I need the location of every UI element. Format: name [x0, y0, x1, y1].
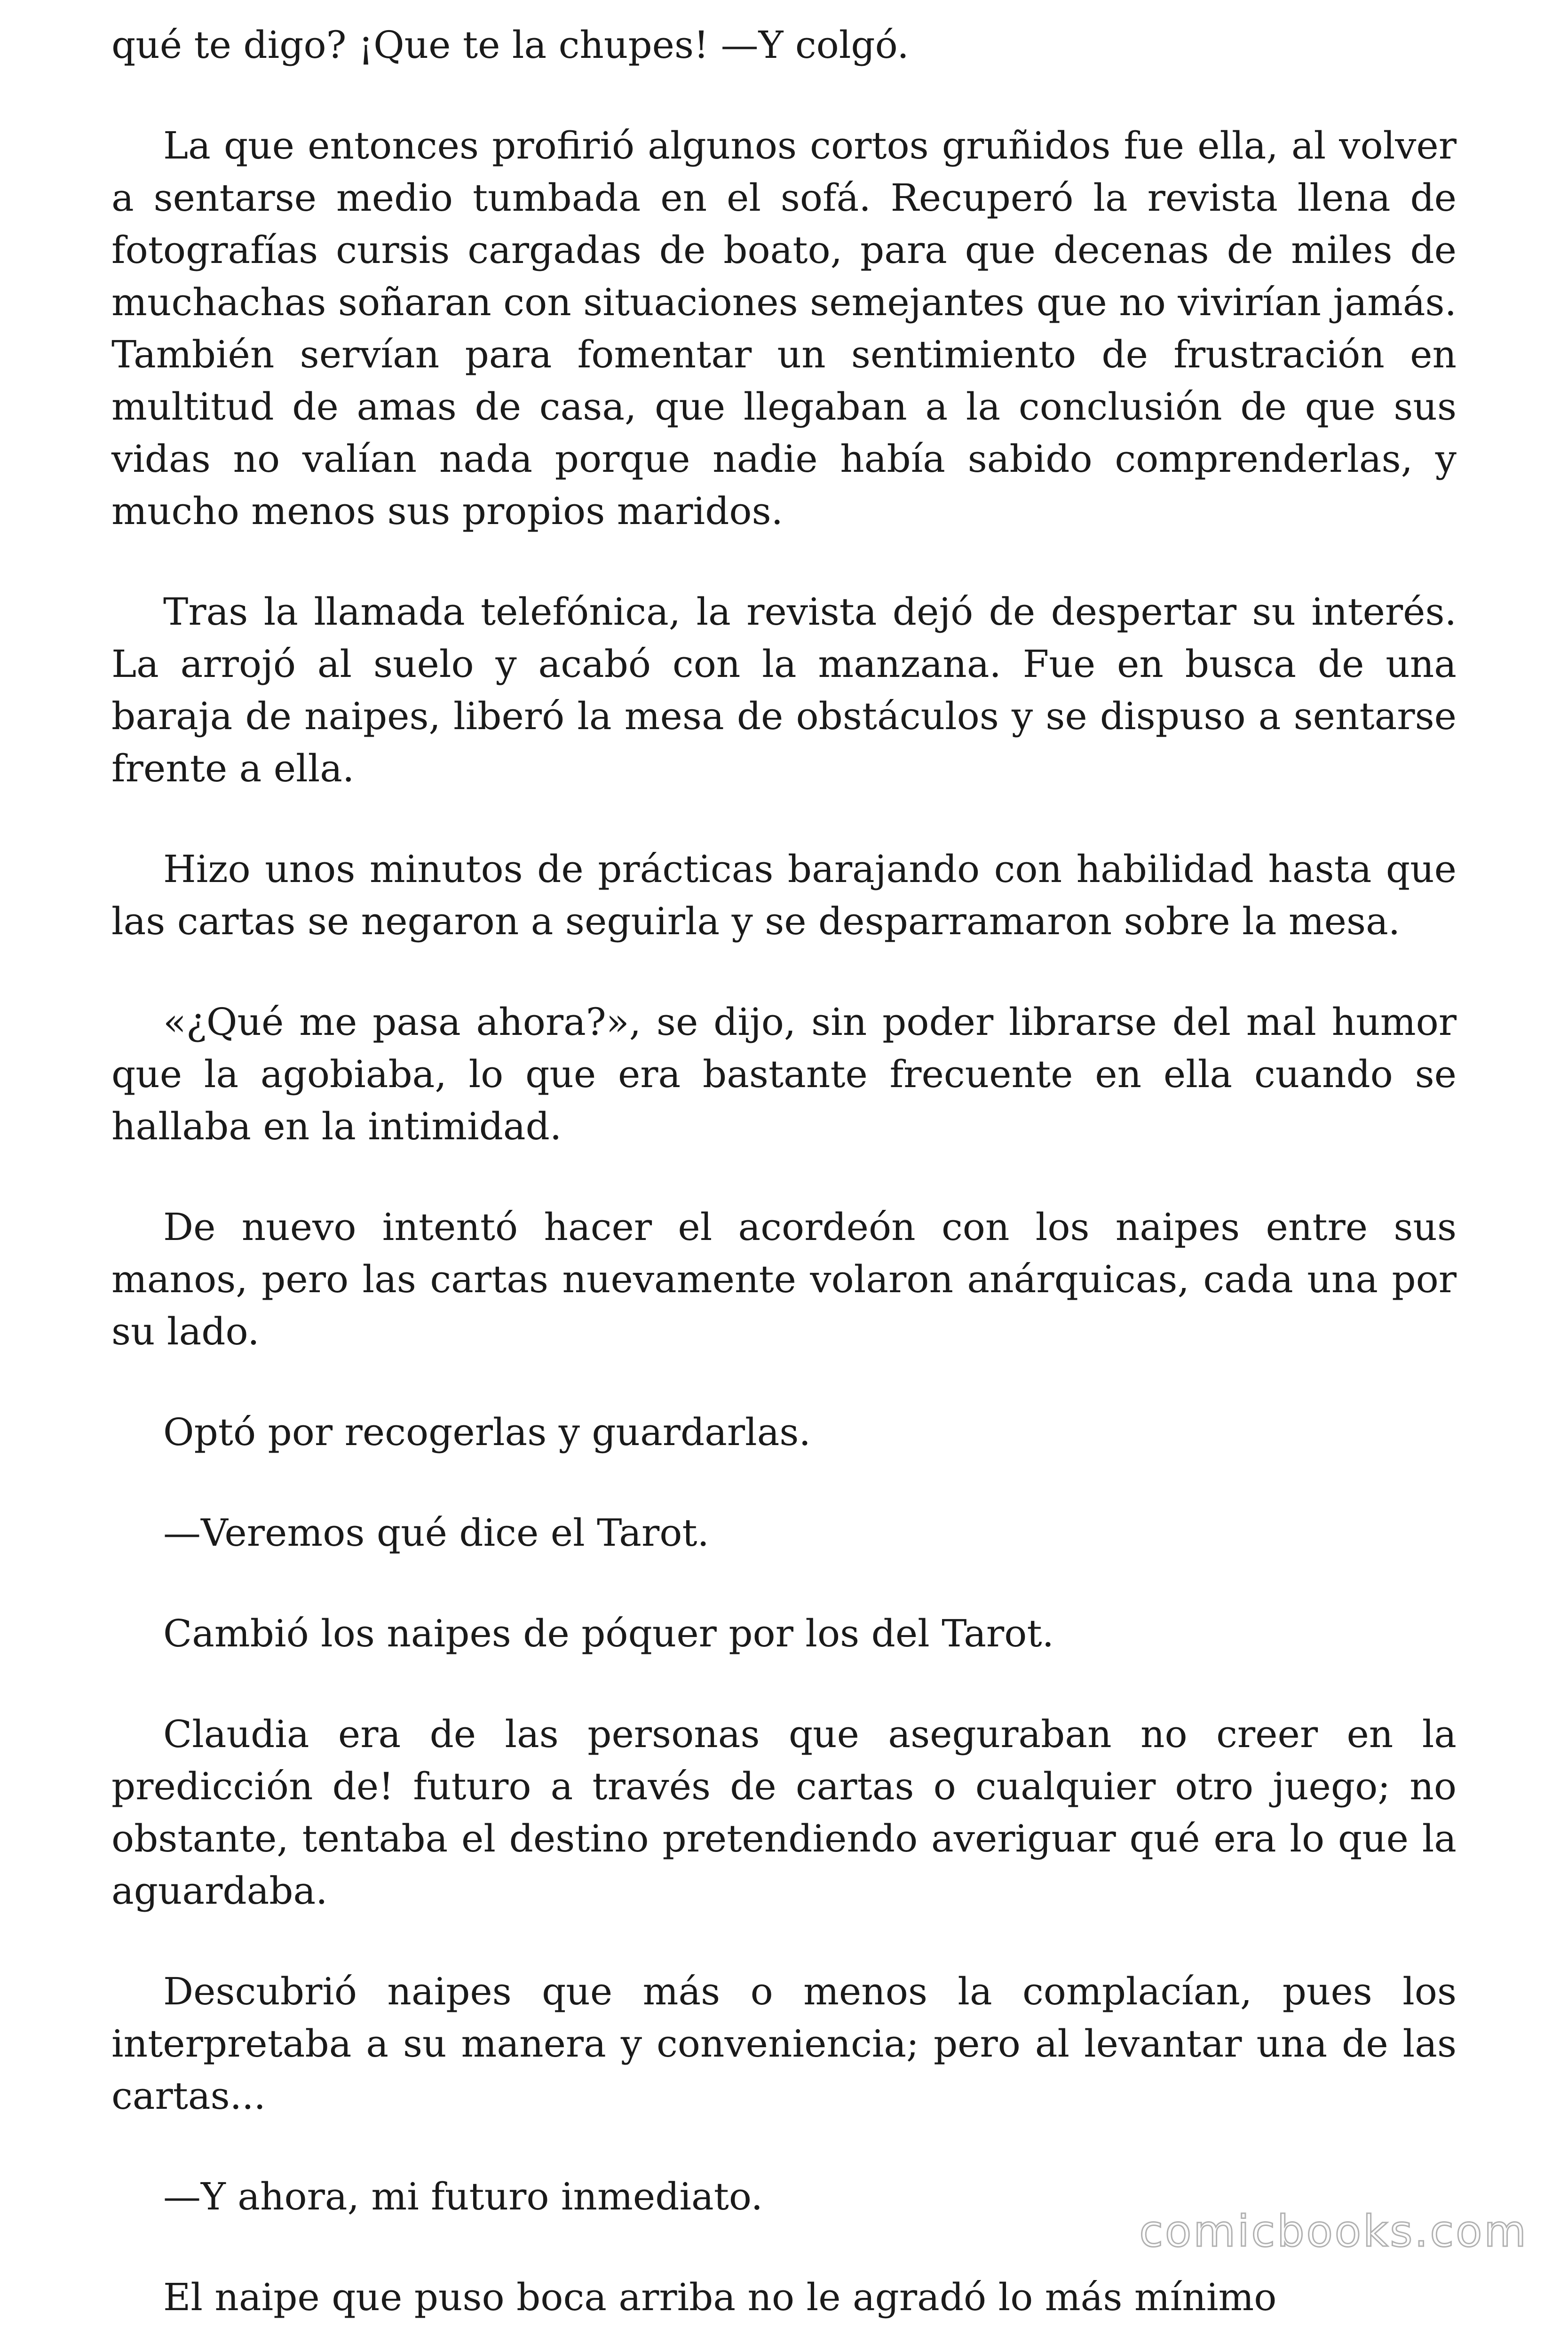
paragraph-6: De nuevo intentó hacer el acordeón con los naipes entre sus manos, pero las cartas nuevamente volaron anárquicas, cada una por su lado. — [111, 1205, 1457, 1353]
paragraph-1: qué te digo? ¡Que te la chupes! —Y colgó. — [111, 23, 909, 67]
paragraph-2: La que entonces profirió algunos cortos gruñidos fue ella, al volver a sentarse medio tumbada en el sofá. Recuperó la revista llena de fotografías cursis cargadas de boato, para que decenas de miles de muchachas soñaran con situaciones semejantes que no vivirían jamás. También servían para fomentar un sentimiento de frustración en multitud de amas de casa, que llegaban a la conclusión de que sus vidas no valían nada porque nadie había sabido comprenderlas, y mucho menos sus propios maridos. — [111, 124, 1457, 533]
paragraph-8: —Veremos qué dice el Tarot. — [163, 1511, 709, 1555]
paragraph-5: «¿Qué me pasa ahora?», se dijo, sin poder librarse del mal humor que la agobiaba, lo que era bastante frecuente en ella cuando se hallaba en la intimidad. — [111, 1000, 1457, 1148]
paragraph-4: Hizo unos minutos de prácticas barajando con habilidad hasta que las cartas se negaron a seguirla y se desparramaron sobre la mesa. — [111, 847, 1457, 943]
paragraph-10: Claudia era de las personas que aseguraban no creer en la predicción de! futuro a través de cartas o cualquier otro juego; no obstante, tentaba el destino pretendiendo averiguar qué era lo que la aguardaba. — [111, 1712, 1457, 1913]
paragraph-9: Cambió los naipes de póquer por los del Tarot. — [163, 1612, 1054, 1655]
paragraph-11: Descubrió naipes que más o menos la complacían, pues los interpretaba a su manera y conveniencia; pero al levantar una de las cartas... — [111, 1970, 1457, 2118]
watermark: comicbooks.com — [1139, 2206, 1528, 2257]
paragraph-7: Optó por recogerlas y guardarlas. — [163, 1410, 811, 1454]
paragraph-12: —Y ahora, mi futuro inmediato. — [163, 2175, 763, 2218]
book-page — [111, 19, 1457, 2352]
paragraph-3: Tras la llamada telefónica, la revista dejó de despertar su interés. La arrojó al suelo y acabó con la manzana. Fue en busca de una baraja de naipes, liberó la mesa de obstáculos y se dispuso a sentarse frente a ella. — [111, 590, 1457, 790]
paragraph-13: El naipe que puso boca arriba no le agradó lo más mínimo — [163, 2275, 1277, 2319]
